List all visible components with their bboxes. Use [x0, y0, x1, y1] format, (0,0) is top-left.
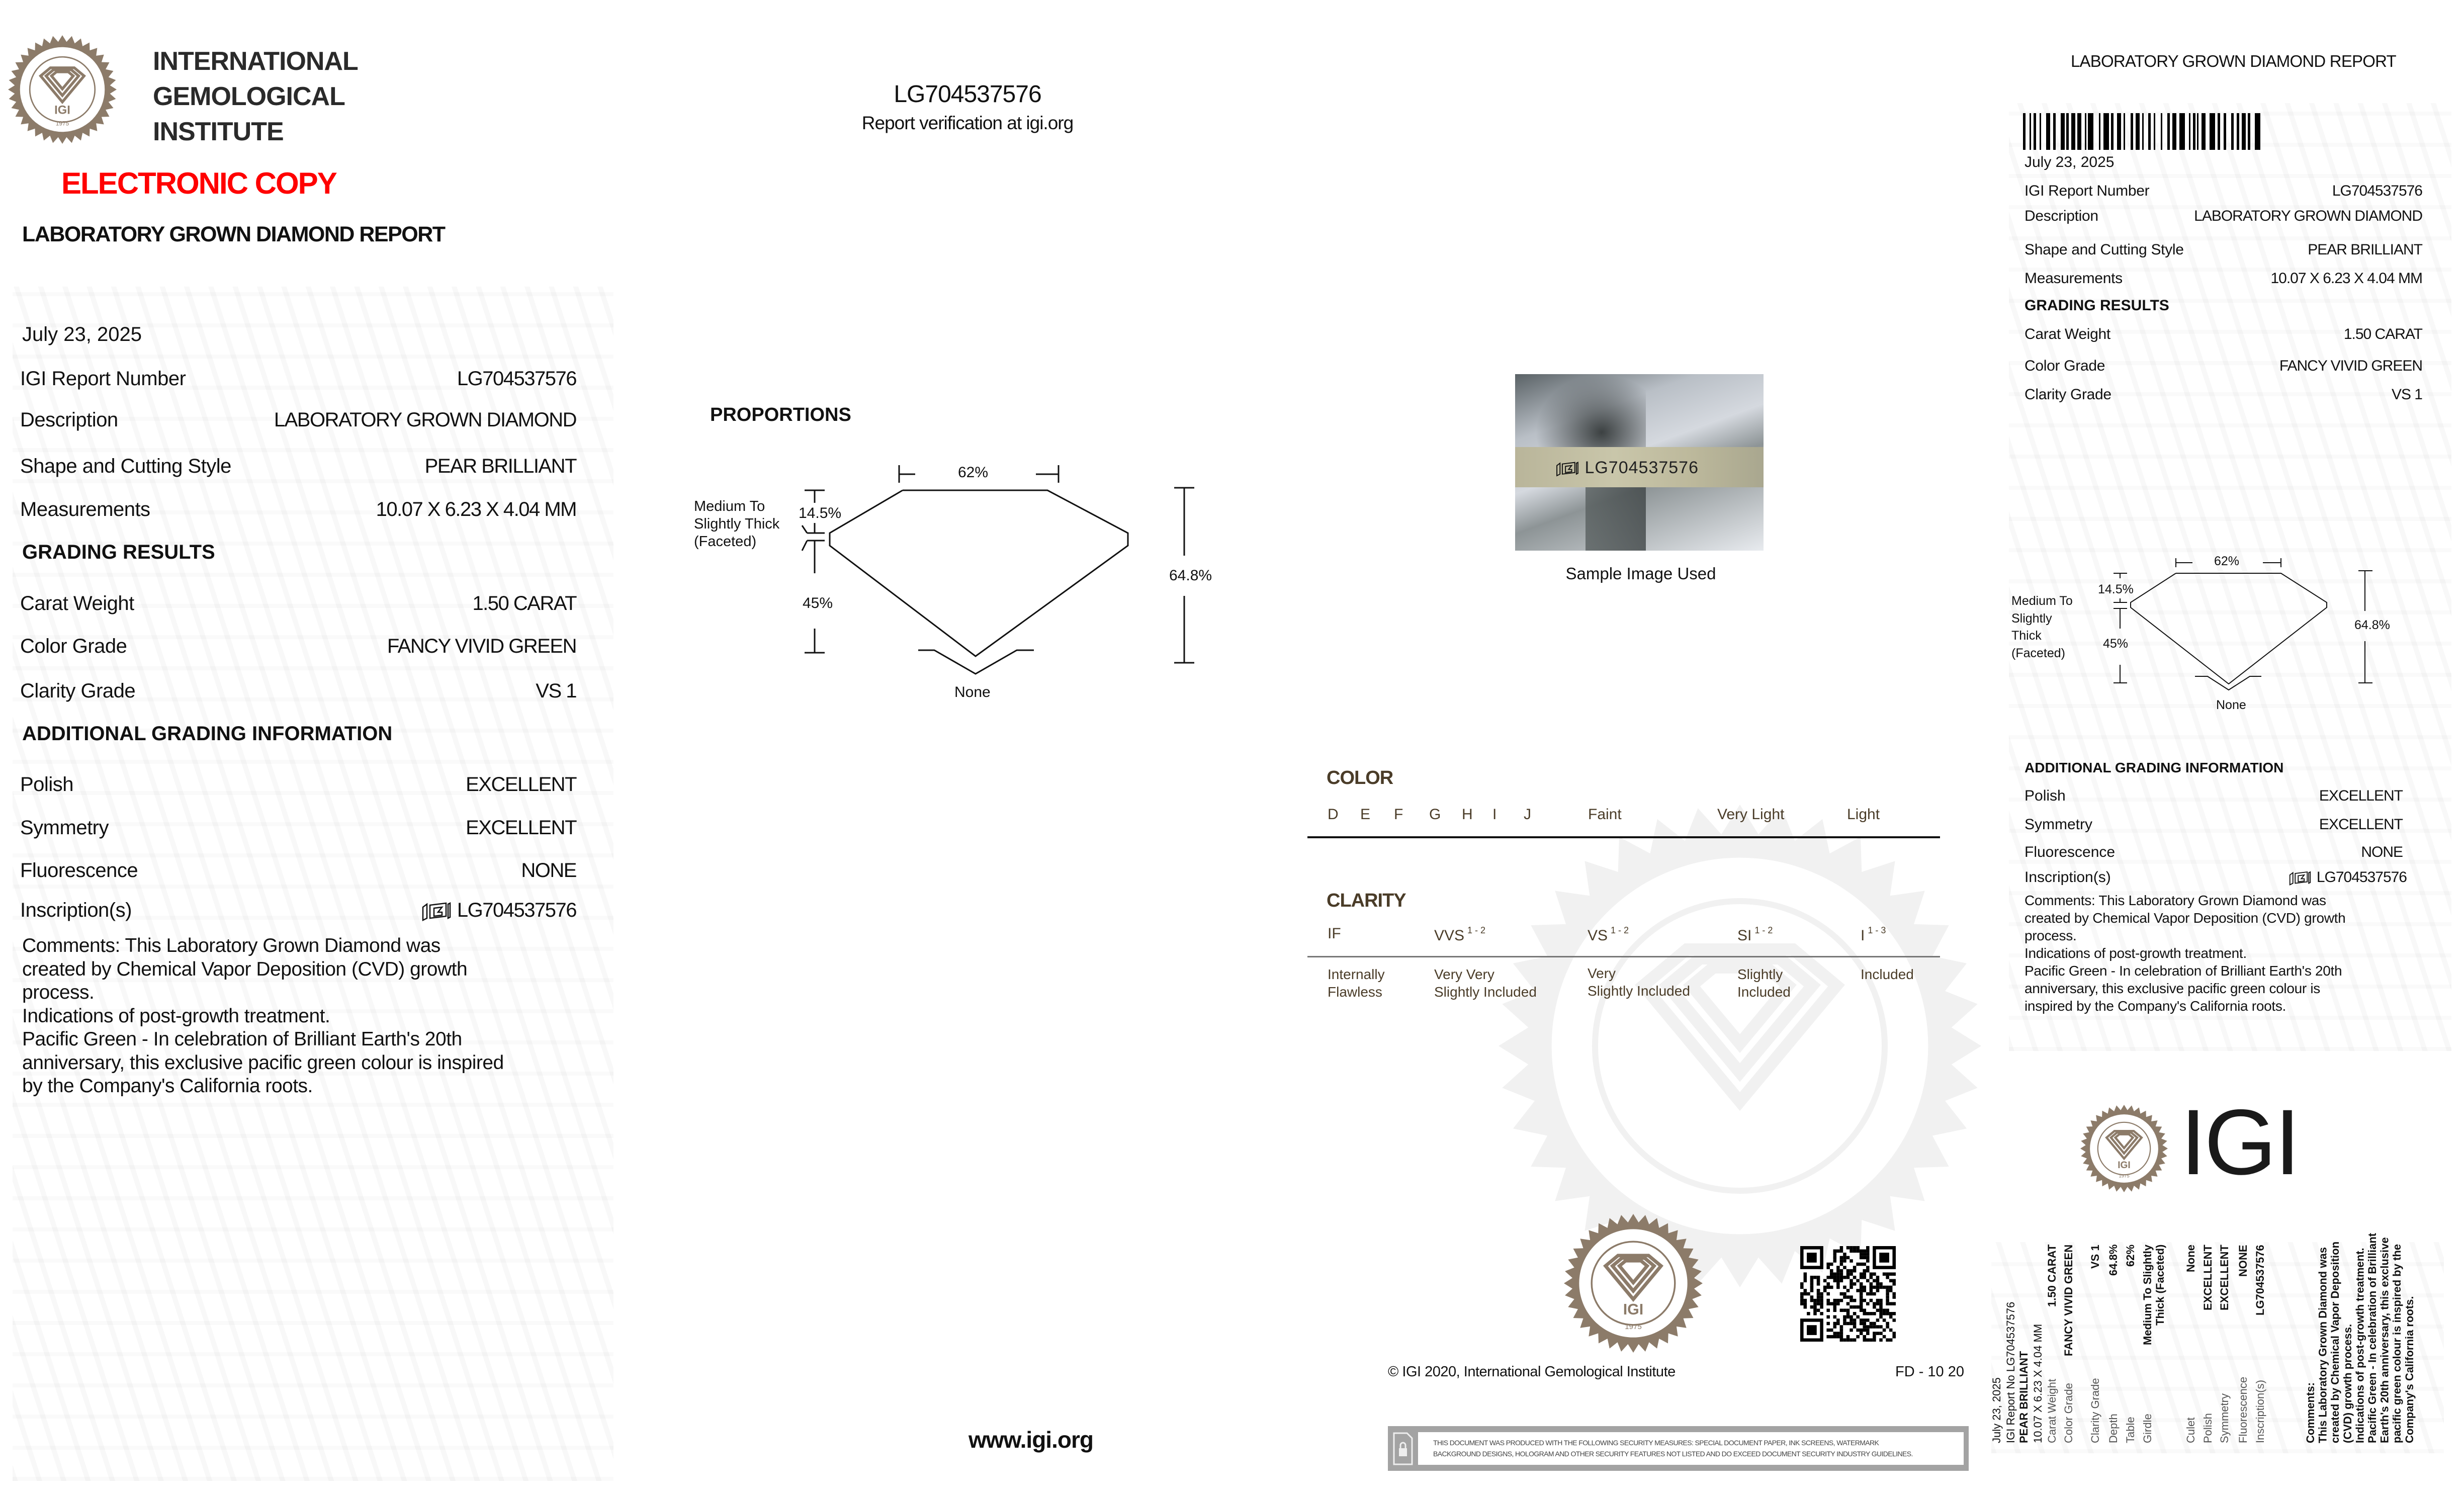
comment-line: Comments:	[2304, 1382, 2317, 1443]
comment-line: Earth's 20th anniversary, this exclusive	[2378, 1237, 2391, 1443]
color-grade-i: I	[1492, 806, 1497, 823]
field-value: LG704537576	[457, 368, 576, 390]
strip-value: 10.07 X 6.23 X 4.04 MM	[2032, 1324, 2044, 1443]
field-label: Description	[2025, 208, 2098, 224]
girdle-line: Medium To	[2011, 594, 2073, 608]
comment-line: This Laboratory Grown Diamond was	[2316, 1247, 2329, 1443]
strip-row	[2046, 1245, 2059, 1443]
clarity-range: 1 - 2	[1467, 925, 1486, 935]
desc-line: Slightly Included	[1588, 983, 1690, 999]
security-notice-text	[1418, 1432, 1964, 1465]
strip-label: Girdle	[2141, 1414, 2154, 1443]
field-value: NONE	[521, 859, 576, 882]
strip-shape	[2017, 1245, 2031, 1443]
right-field-inscription	[2025, 869, 2407, 886]
girdle-line: Slightly Thick	[694, 516, 780, 532]
strip-row	[2107, 1245, 2120, 1443]
igi-seal-bottom-icon	[1563, 1213, 1704, 1354]
girdle-line: Medium To	[694, 498, 765, 514]
field-value: PEAR BRILLIANT	[2308, 241, 2422, 258]
security-line: BACKGROUND DESIGNS, HOLOGRAM AND OTHER SECURITY FEATURES NOT LISTED AND DO EXCEED DOCUMENT SECURITY INDUSTRY GUIDELINES.	[1433, 1450, 1913, 1458]
clarity-code: VS	[1588, 927, 1608, 944]
security-line: THIS DOCUMENT WAS PRODUCED WITH THE FOLLOWING SECURITY MEASURES: SPECIAL DOCUMENT PAPER, INK SCREENS, WATERMARK	[1433, 1439, 1879, 1447]
report-title: LABORATORY GROWN DIAMOND REPORT	[22, 222, 445, 246]
field-label: Polish	[20, 773, 73, 796]
website-link[interactable]: www.igi.org	[969, 1427, 1093, 1453]
strip-value: EXCELLENT	[2202, 1245, 2214, 1310]
igi-logo-seal-icon	[2079, 1104, 2169, 1193]
right-proportions-diagram	[0, 0, 2464, 714]
org-name-line-3: INSTITUTE	[153, 117, 284, 146]
culet-label: None	[954, 684, 991, 700]
field-value: EXCELLENT	[2319, 787, 2403, 804]
comment-line: Indications of post-growth treatment.	[2353, 1248, 2366, 1443]
strip-value: EXCELLENT	[2218, 1245, 2231, 1310]
comment-line: anniversary, this exclusive pacific green colour is	[2025, 981, 2320, 996]
strip-label: Inscription(s)	[2254, 1380, 2266, 1443]
clarity-grade-i	[1861, 925, 1886, 944]
strip-row	[2089, 1245, 2102, 1443]
right-field-fluorescence	[2025, 844, 2403, 861]
strip-value: LG704537576	[2254, 1245, 2266, 1315]
field-label: Carat Weight	[2025, 326, 2110, 342]
comment-line: Comments: This Laboratory Grown Diamond was	[2025, 893, 2326, 908]
clarity-desc-if	[1328, 965, 1385, 1001]
strip-row	[2218, 1245, 2231, 1443]
comment-line: Pacific Green - In celebration of Brilliant Earth's 20th	[2025, 963, 2342, 979]
comments-left	[22, 934, 504, 1098]
svg-text:IGI: IGI	[2118, 1160, 2131, 1171]
form-code: FD - 10 20	[1895, 1364, 1964, 1380]
pavilion-percent: 45%	[803, 595, 833, 611]
right-table-percent: 62%	[2214, 554, 2240, 568]
field-label: Symmetry	[20, 817, 109, 839]
grading-results-heading: GRADING RESULTS	[22, 541, 215, 563]
desc-line: Flawless	[1328, 984, 1382, 1000]
clarity-scale-line	[1307, 956, 1940, 957]
clarity-range: 1 - 3	[1868, 925, 1886, 935]
report-date: July 23, 2025	[22, 323, 142, 345]
svg-text:1975: 1975	[1625, 1323, 1642, 1332]
field-value	[421, 899, 576, 922]
security-notice-box	[1388, 1426, 1969, 1471]
clarity-grade-si	[1737, 925, 1773, 944]
svg-text:1975: 1975	[2119, 1173, 2130, 1179]
strip-value: 64.8%	[2107, 1245, 2120, 1276]
svg-text:IGI: IGI	[1623, 1301, 1644, 1318]
sample-image-caption: Sample Image Used	[1565, 564, 1716, 583]
inscription-value: LG704537576	[1585, 458, 1699, 477]
field-fluorescence	[20, 859, 576, 882]
strip-value: FANCY VIVID GREEN	[2062, 1245, 2075, 1357]
strip-value: Thick (Faceted)	[2154, 1245, 2166, 1326]
table-percent: 62%	[958, 464, 989, 481]
color-grade-g: G	[1429, 806, 1441, 823]
strip-row	[2202, 1245, 2215, 1443]
comment-line: process.	[22, 982, 95, 1003]
color-grade-h: H	[1462, 806, 1473, 823]
strip-value: VS 1	[2089, 1245, 2101, 1269]
field-value: 1.50 CARAT	[472, 592, 576, 614]
strip-value: July 23, 2025	[1990, 1377, 2003, 1443]
strip-value: PEAR BRILLIANT	[2017, 1351, 2030, 1443]
right-depth-percent: 64.8%	[2354, 618, 2390, 632]
field-value: 10.07 X 6.23 X 4.04 MM	[2270, 270, 2422, 287]
right-culet-label: None	[2216, 698, 2246, 712]
igi-logo-text: IGI	[2180, 1091, 2299, 1194]
field-value	[2288, 869, 2407, 886]
strip-row	[2062, 1245, 2075, 1443]
comment-line: Indications of post-growth treatment.	[2025, 945, 2247, 961]
field-label: Polish	[2025, 787, 2066, 804]
field-value: VS 1	[536, 680, 576, 702]
strip-label: Depth	[2107, 1414, 2120, 1443]
strip-measurements	[2032, 1245, 2045, 1443]
strip-value: Medium To Slightly	[2141, 1245, 2154, 1346]
crown-percent: 14.5%	[799, 505, 842, 521]
field-value: PEAR BRILLIANT	[424, 455, 576, 477]
clarity-range: 1 - 2	[1611, 925, 1629, 935]
clarity-code: VVS	[1434, 927, 1465, 944]
desc-line: Very Very	[1434, 966, 1494, 982]
comment-line: Company's California roots.	[2403, 1296, 2416, 1443]
strip-value: NONE	[2237, 1245, 2249, 1277]
comments-right	[2025, 892, 2345, 1015]
strip-value: 1.50 CARAT	[2046, 1245, 2058, 1307]
field-label: Measurements	[20, 498, 150, 520]
clarity-code: SI	[1737, 927, 1752, 944]
desc-line: Slightly Included	[1434, 984, 1537, 1000]
strip-value: IGI Report No LG704537576	[2004, 1301, 2017, 1443]
field-label: Inscription(s)	[2025, 869, 2111, 886]
color-grade-very-light: Very Light	[1717, 806, 1785, 823]
right-additional-heading: ADDITIONAL GRADING INFORMATION	[2025, 760, 2284, 775]
field-value: VS 1	[2391, 386, 2422, 403]
org-name-line-1: INTERNATIONAL	[153, 47, 358, 76]
right-report-title: LABORATORY GROWN DIAMOND REPORT	[2071, 52, 2396, 70]
svg-text:1975: 1975	[55, 120, 69, 127]
field-value: LABORATORY GROWN DIAMOND	[274, 409, 576, 431]
color-grade-d: D	[1328, 806, 1339, 823]
comment-line: Indications of post-growth treatment.	[22, 1005, 330, 1027]
desc-line: Slightly	[1737, 966, 1783, 982]
strip-row	[2141, 1245, 2154, 1443]
clarity-code: IF	[1328, 925, 1341, 942]
clarity-range: 1 - 2	[1754, 925, 1773, 935]
report-verification-link[interactable]: Report verification at igi.org	[861, 113, 1074, 133]
field-value: EXCELLENT	[466, 773, 576, 796]
strip-label: Polish	[2202, 1413, 2214, 1443]
strip-label: Carat Weight	[2046, 1379, 2058, 1443]
comment-line: inspired by the Company's California roots.	[2025, 998, 2286, 1014]
clarity-desc-si	[1737, 965, 1791, 1001]
field-label: Shape and Cutting Style	[2025, 241, 2184, 258]
desc-line: Included	[1737, 984, 1791, 1000]
strip-date	[1990, 1245, 2003, 1443]
strip-report-no	[2004, 1245, 2017, 1443]
strip-label: Symmetry	[2218, 1393, 2231, 1443]
comment-line: anniversary, this exclusive pacific green colour is inspired	[22, 1051, 504, 1074]
field-label: Color Grade	[20, 635, 127, 657]
electronic-copy-label: ELECTRONIC COPY	[61, 166, 336, 200]
clarity-desc-vs	[1588, 964, 1690, 1000]
field-label: Fluorescence	[2025, 844, 2116, 860]
comment-line: (CVD) growth process.	[2341, 1324, 2354, 1443]
strip-label: Clarity Grade	[2089, 1378, 2101, 1443]
field-label: IGI Report Number	[20, 368, 186, 390]
field-value: EXCELLENT	[466, 817, 576, 839]
comment-line: created by Chemical Vapor Deposition	[2329, 1241, 2342, 1443]
copyright: © IGI 2020, International Gemological Institute	[1388, 1364, 1676, 1380]
right-field-symmetry	[2025, 816, 2403, 833]
igi-inscription-logo-icon	[2288, 870, 2312, 886]
depth-percent: 64.8%	[1169, 567, 1212, 584]
proportions-heading: PROPORTIONS	[710, 404, 851, 425]
color-scale-line	[1307, 836, 1940, 838]
field-label: Symmetry	[2025, 816, 2092, 833]
inscription-value: LG704537576	[457, 899, 576, 921]
field-label: Clarity Grade	[20, 680, 136, 702]
clarity-grade-if	[1328, 925, 1341, 942]
comment-line: Pacific Green - In celebration of Brilliant	[2365, 1233, 2379, 1443]
girdle-line: Slightly	[2011, 611, 2052, 626]
right-crown-percent: 14.5%	[2098, 582, 2134, 596]
clarity-grade-vvs	[1434, 925, 1485, 944]
girdle-line: Thick	[2011, 629, 2042, 643]
strip-label: Color Grade	[2062, 1383, 2075, 1443]
strip-value: None	[2184, 1245, 2197, 1272]
strip-row	[2254, 1245, 2267, 1443]
field-label: Color Grade	[2025, 358, 2105, 374]
right-field-polish	[2025, 787, 2403, 805]
color-grade-f: F	[1394, 806, 1403, 823]
field-value: EXCELLENT	[2319, 816, 2403, 833]
field-value: FANCY VIVID GREEN	[387, 635, 576, 657]
comment-line: process.	[2025, 928, 2077, 943]
comment-line: Pacific Green - In celebration of Brilliant Earth's 20th	[22, 1028, 462, 1050]
org-name-line-2: GEMOLOGICAL	[153, 82, 345, 111]
strip-label: Fluorescence	[2237, 1376, 2249, 1443]
field-label: Shape and Cutting Style	[20, 455, 231, 477]
strip-row	[2154, 1245, 2167, 1443]
field-value: 10.07 X 6.23 X 4.04 MM	[376, 498, 576, 520]
girdle-line: (Faceted)	[2011, 646, 2065, 660]
desc-line: Internally	[1328, 966, 1385, 982]
right-pavilion-percent: 45%	[2103, 637, 2129, 651]
comment-line: created by Chemical Vapor Deposition (CVD) growth	[2025, 910, 2346, 926]
field-label: Fluorescence	[20, 859, 138, 882]
clarity-code: I	[1861, 927, 1865, 944]
desc-line: Very	[1588, 965, 1616, 981]
color-grade-faint: Faint	[1588, 806, 1622, 823]
strip-row	[2124, 1245, 2137, 1443]
clarity-grade-vs	[1588, 925, 1629, 944]
field-label: Carat Weight	[20, 592, 134, 614]
igi-inscription-logo-icon	[421, 901, 452, 921]
girdle-line: (Faceted)	[694, 534, 757, 550]
comment-line: Comments: This Laboratory Grown Diamond was	[22, 935, 441, 956]
field-value: FANCY VIVID GREEN	[2279, 358, 2422, 374]
field-value: LABORATORY GROWN DIAMOND	[2194, 208, 2422, 224]
strip-label: Culet	[2184, 1417, 2197, 1443]
right-report-date: July 23, 2025	[2025, 154, 2115, 170]
strip-row	[2184, 1245, 2197, 1443]
strip-row	[2237, 1245, 2250, 1443]
field-label: Inscription(s)	[20, 899, 132, 921]
field-symmetry	[20, 817, 576, 839]
inscription-value: LG704537576	[2316, 869, 2407, 886]
strip-label: Table	[2124, 1417, 2137, 1443]
field-label: IGI Report Number	[2025, 183, 2150, 199]
field-value: NONE	[2361, 844, 2403, 860]
field-value: 1.50 CARAT	[2343, 326, 2422, 342]
strip-comments	[2304, 1233, 2416, 1443]
clarity-scale-heading: CLARITY	[1327, 890, 1406, 911]
right-girdle-label	[2011, 592, 2073, 662]
field-label: Description	[20, 409, 118, 431]
color-grade-e: E	[1360, 806, 1371, 823]
color-scale-heading: COLOR	[1327, 767, 1393, 788]
qr-code[interactable]	[1800, 1246, 1896, 1342]
lock-document-icon	[1393, 1432, 1413, 1465]
field-inscription	[20, 899, 576, 922]
field-polish	[20, 773, 576, 796]
right-grading-heading: GRADING RESULTS	[2025, 297, 2169, 314]
comment-line: pacific green colour is inspired by the	[2391, 1244, 2404, 1443]
field-label: Measurements	[2025, 270, 2123, 287]
color-grade-j: J	[1524, 806, 1531, 823]
comment-line: created by Chemical Vapor Deposition (CVD) growth	[22, 958, 468, 980]
desc-line: Included	[1861, 966, 1914, 982]
strip-value: 62%	[2124, 1245, 2137, 1267]
field-label: Clarity Grade	[2025, 386, 2111, 403]
svg-text:IGI: IGI	[54, 103, 70, 117]
report-number-header: LG704537576	[894, 81, 1041, 108]
additional-grading-heading: ADDITIONAL GRADING INFORMATION	[22, 723, 393, 745]
field-value: LG704537576	[2332, 183, 2422, 199]
comment-line: by the Company's California roots.	[22, 1075, 313, 1097]
clarity-desc-vvs	[1434, 965, 1537, 1001]
clarity-desc-i	[1861, 965, 1914, 983]
color-grade-light: Light	[1847, 806, 1880, 823]
